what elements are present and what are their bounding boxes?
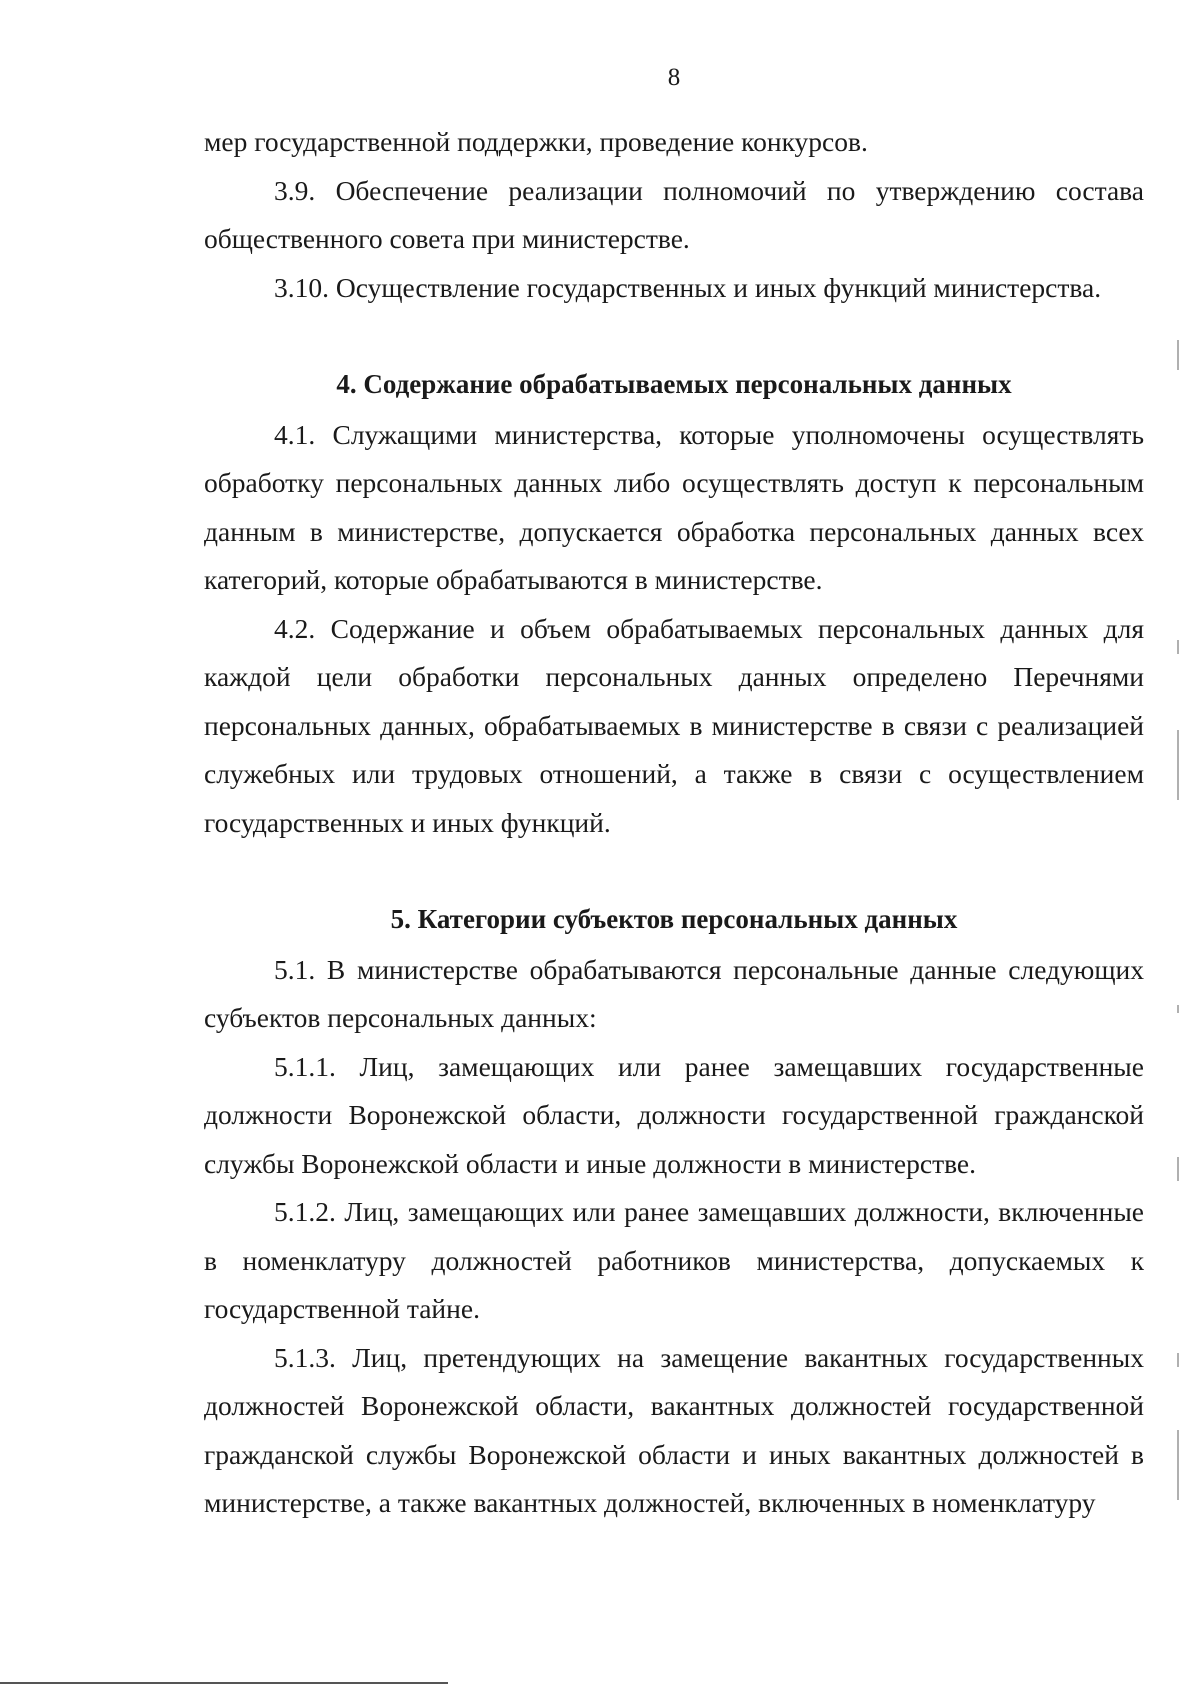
scan-mark	[1177, 340, 1179, 370]
page-number: 8	[667, 64, 681, 91]
scan-mark	[1177, 730, 1179, 800]
scan-mark	[1177, 1005, 1179, 1013]
bottom-rule	[0, 1682, 448, 1684]
paragraph-5-1: 5.1. В министерстве обрабатываются персональные данные следующих субъектов персональных данных:	[204, 953, 1144, 1033]
spacer	[204, 312, 1144, 360]
scan-edge-marks	[1177, 0, 1189, 1689]
scan-mark	[1177, 640, 1179, 654]
paragraph-5-1-3: 5.1.3. Лиц, претендующих на замещение вакантных государственных должностей Воронежской области, вакантных должностей государственной гражданской службы Воронежской области и иных вакантных должностей в министерстве, а также вакантных должностей, включенных в номенклатуру	[204, 1341, 1144, 1518]
document-body	[204, 118, 1144, 1528]
section-heading-4: 4. Содержание обрабатываемых персональных данных	[336, 369, 1012, 399]
paragraph-3-10: 3.10. Осуществление государственных и иных функций министерства.	[274, 271, 1102, 303]
spacer	[204, 847, 1144, 895]
scan-mark	[1177, 1157, 1179, 1181]
paragraph-5-1-1: 5.1.1. Лиц, замещающих или ранее замещавших государственные должности Воронежской области, должности государственной гражданской службы Воронежской области и иные должности в министерстве.	[204, 1050, 1144, 1179]
paragraph-4-2: 4.2. Содержание и объем обрабатываемых персональных данных для каждой цели обработки персональных данных определено Перечнями персональных данных, обрабатываемых в министерстве в связи с реализацией служебных или трудовых отношений, а также в связи с осуществлением государственных и иных функций.	[204, 612, 1144, 838]
paragraph-3-9: 3.9. Обеспечение реализации полномочий по утверждению состава общественного совета при министерстве.	[204, 174, 1144, 254]
section-heading-5: 5. Категории субъектов персональных данных	[390, 904, 958, 934]
paragraph-continuation: мер государственной поддержки, проведение конкурсов.	[204, 126, 868, 157]
paragraph-5-1-2: 5.1.2. Лиц, замещающих или ранее замещавших должности, включенные в номенклатуру должностей работников министерства, допускаемых к государственной тайне.	[204, 1196, 1144, 1324]
scan-mark	[1177, 1353, 1179, 1367]
paragraph-4-1: 4.1. Служащими министерства, которые уполномочены осуществлять обработку персональных данных либо осуществлять доступ к персональным данным в министерстве, допускается обработка персональных данных всех категорий, которые обрабатываются в министерстве.	[204, 418, 1144, 595]
scan-mark	[1177, 1430, 1179, 1500]
